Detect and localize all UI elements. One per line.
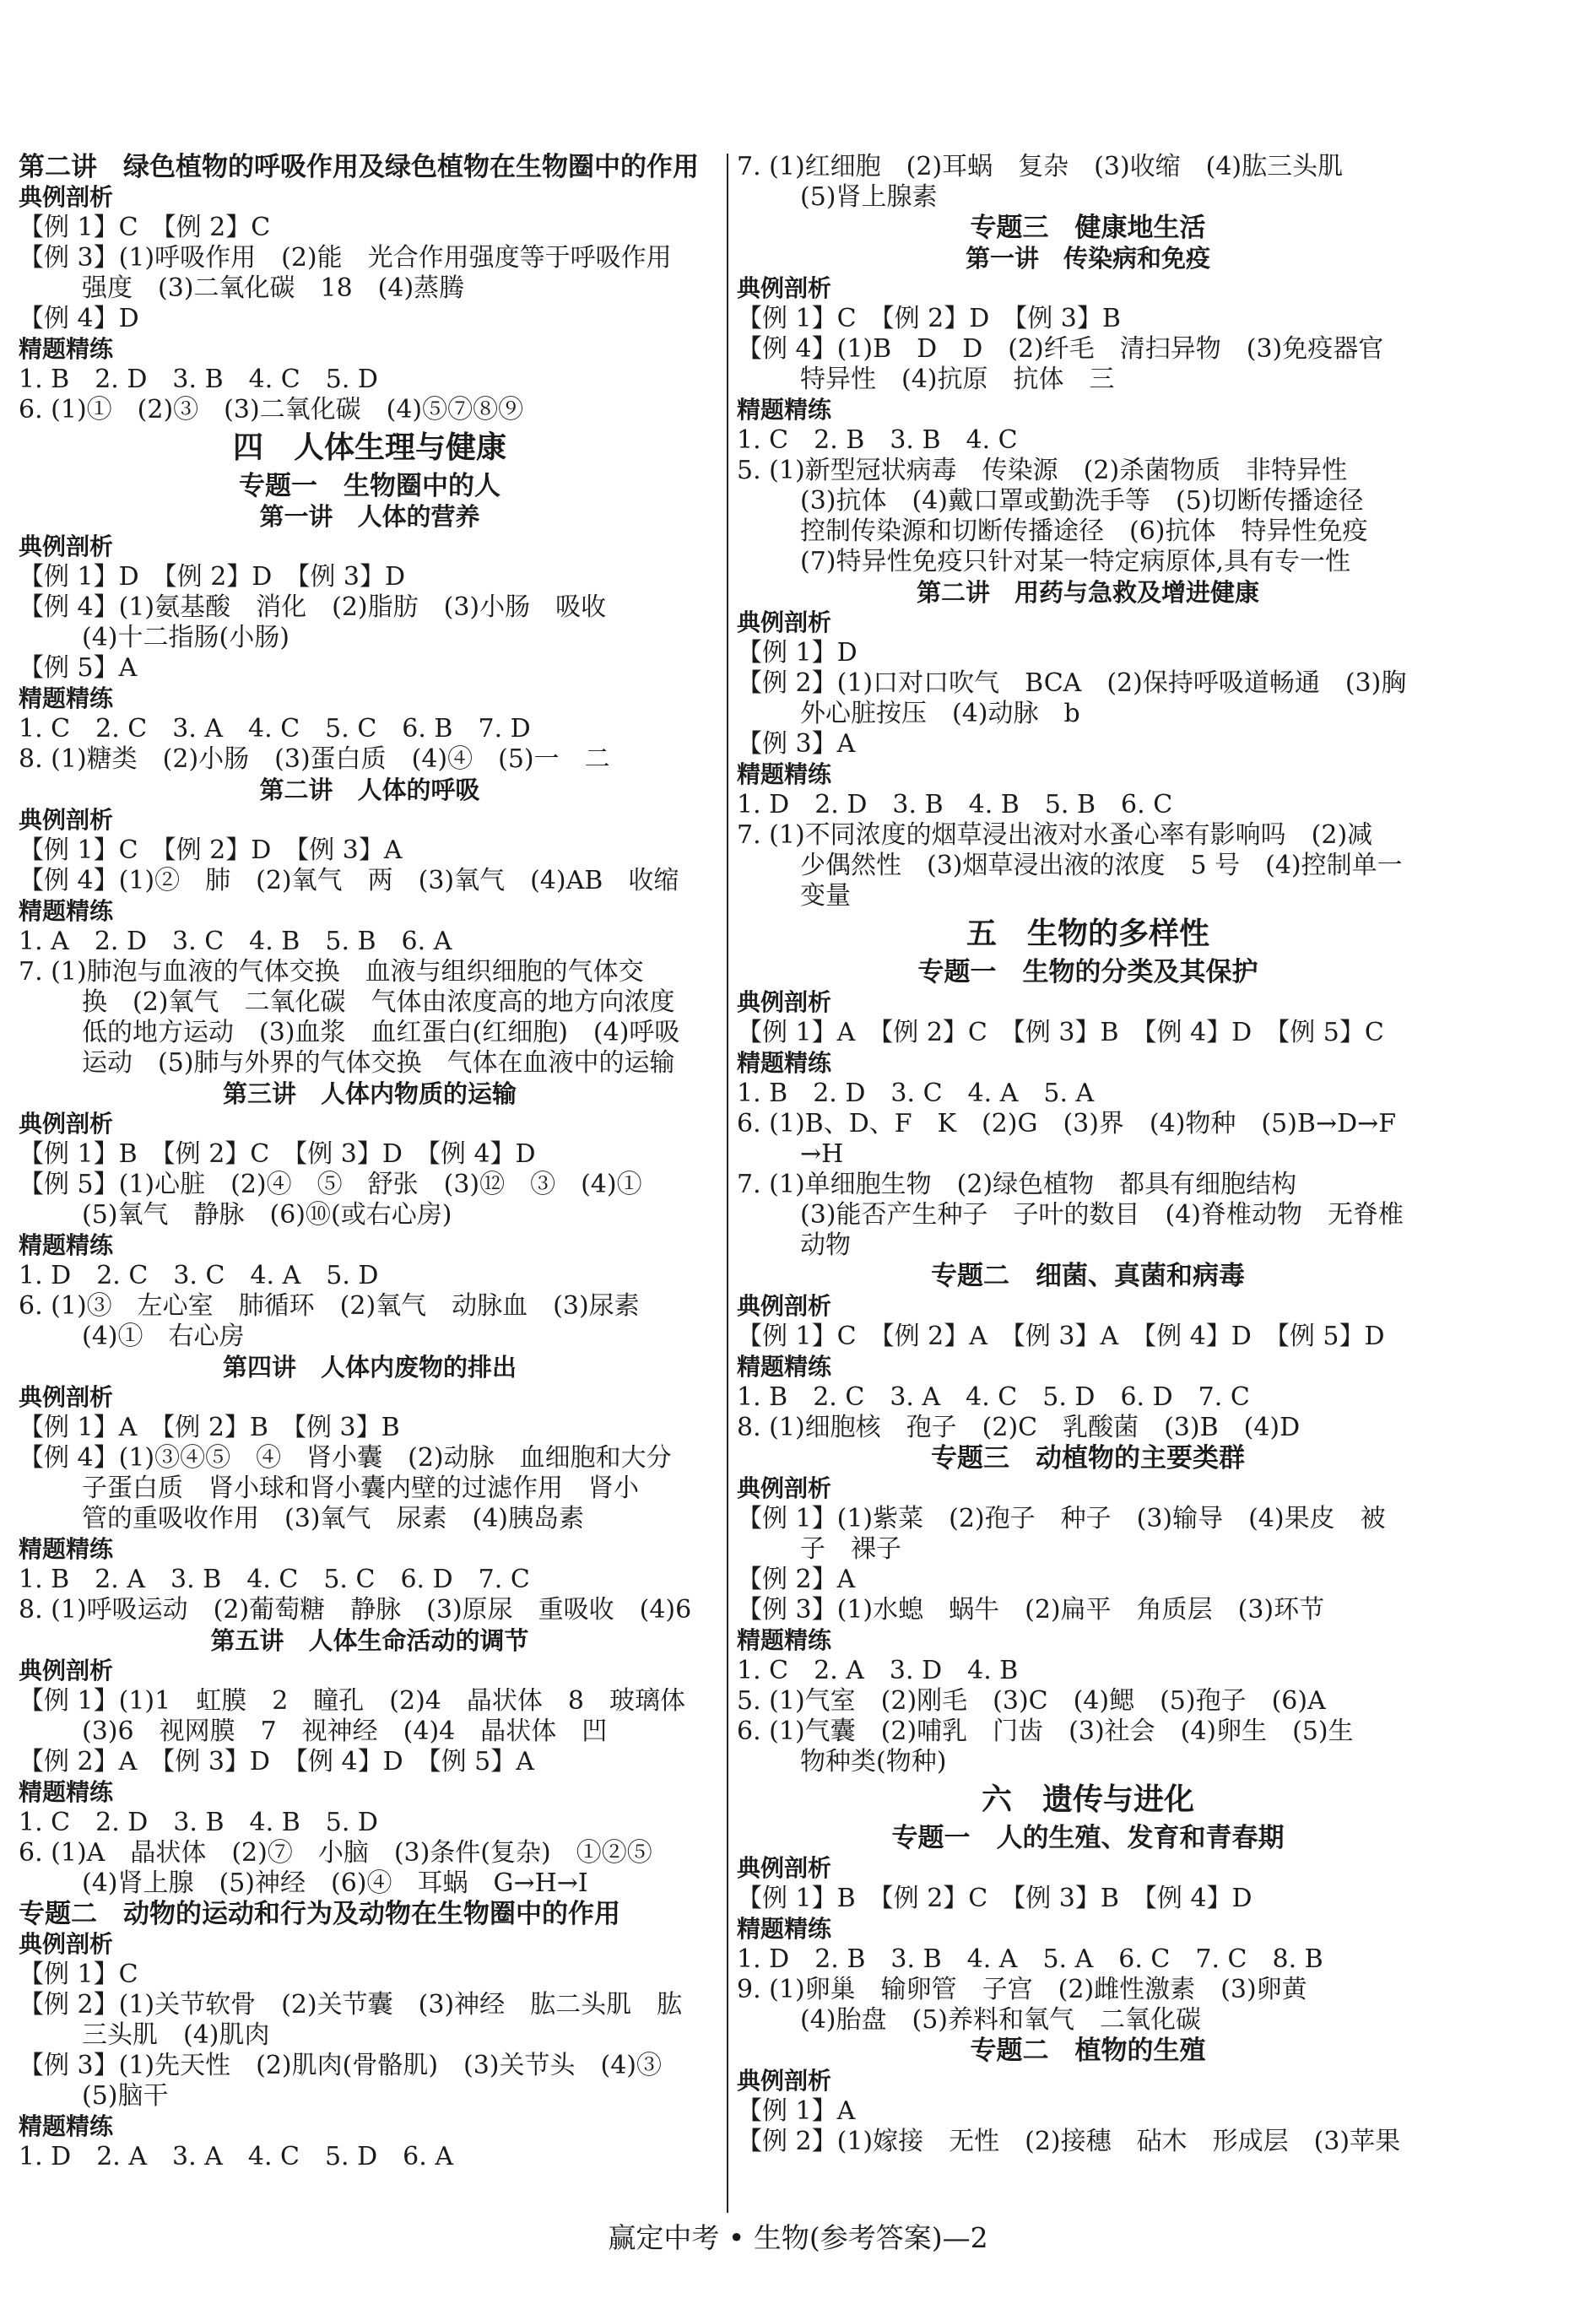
topic-heading: 专题一 生物圈中的人 [239,471,500,501]
part-title: 五 生物的多样性 [966,917,1209,951]
answer-line: 【例 1】C 【例 2】A 【例 3】A 【例 4】D 【例 5】D [737,1322,1385,1351]
answer-line: 6. (1)③ 左心室 肺循环 (2)氧气 动脉血 (3)尿素 [19,1291,640,1321]
topic-heading: 专题二 细菌、真菌和病毒 [931,1261,1245,1291]
answer-line: 5. (1)气室 (2)刚毛 (3)C (4)鳃 (5)孢子 (6)A [737,1686,1326,1716]
lecture-heading: 第四讲 人体内废物的排出 [222,1353,517,1382]
answer-line: 【例 1】C 【例 2】D 【例 3】A [19,835,403,865]
answer-line: 1. C 2. C 3. A 4. C 5. C 6. B 7. D [19,714,531,744]
answer-line: 【例 1】A 【例 2】B 【例 3】B [19,1413,400,1442]
answer-line: 1. B 2. A 3. B 4. C 5. C 6. D 7. C [19,1565,530,1594]
topic-heading: 专题二 植物的生殖 [970,2036,1206,2066]
answer-line: 1. C 2. B 3. B 4. C [737,425,1018,455]
subsection-label: 典例剖析 [737,1474,832,1502]
part-title: 六 遗传与进化 [981,1782,1194,1817]
answer-line: 7. (1)肺泡与血液的气体交换 血液与组织细胞的气体交 [19,957,644,987]
answer-line: 【例 2】(1)关节软骨 (2)关节囊 (3)神经 肱二头肌 肱 [19,1990,683,2020]
answer-line: 6. (1)B、D、F K (2)G (3)界 (4)物种 (5)B→D→F [737,1109,1397,1138]
subsection-label: 精题精练 [737,1626,832,1654]
answer-line: 1. D 2. C 3. C 4. A 5. D [19,1261,379,1290]
answer-continuation: (7)特异性免疫只针对某一特定病原体,具有专一性 [800,547,1351,576]
answer-line: 【例 1】A [737,2096,856,2126]
answer-continuation: 动物 [800,1230,851,1260]
answer-line: 【例 2】A 【例 3】D 【例 4】D 【例 5】A [19,1747,534,1776]
lecture-heading: 第三讲 人体内物质的运输 [222,1079,517,1108]
answer-line: 5. (1)新型冠状病毒 传染源 (2)杀菌物质 非特异性 [737,456,1348,485]
section-heading: 专题二 动物的运动和行为及动物在生物圈中的作用 [19,1899,620,1929]
answer-continuation: 少偶然性 (3)烟草浸出液的浓度 5 号 (4)控制单一 [800,851,1403,880]
section-heading: 第二讲 绿色植物的呼吸作用及绿色植物在生物圈中的作用 [19,152,699,182]
answer-continuation: (3)6 视网膜 7 视神经 (4)4 晶状体 凹 [82,1717,608,1746]
answer-line: 1. D 2. A 3. A 4. C 5. D 6. A [19,2142,454,2171]
subsection-label: 典例剖析 [737,608,832,636]
answer-continuation: (4)十二指肠(小肠) [82,623,289,652]
answer-continuation: 特异性 (4)抗原 抗体 三 [800,365,1115,394]
answer-continuation: 子蛋白质 肾小球和肾小囊内壁的过滤作用 肾小 [82,1474,639,1503]
answer-line: 1. B 2. D 3. B 4. C 5. D [19,365,378,394]
topic-heading: 专题一 人的生殖、发育和青春期 [891,1823,1285,1853]
answer-continuation: 物种类(物种) [800,1747,947,1776]
subsection-label: 典例剖析 [19,1930,114,1958]
subsection-label: 典例剖析 [19,1110,114,1138]
subsection-label: 典例剖析 [19,183,114,211]
answer-continuation: 变量 [800,881,851,911]
answer-line: 1. B 2. D 3. C 4. A 5. A [737,1079,1095,1108]
answer-continuation: (3)抗体 (4)戴口罩或勤洗手等 (5)切断传播途径 [800,486,1364,516]
lecture-heading: 第二讲 用药与急救及增进健康 [916,578,1259,607]
answer-line: 【例 2】(1)口对口吹气 BCA (2)保持呼吸道畅通 (3)胸 [737,668,1407,698]
answer-line: 6. (1)A 晶状体 (2)⑦ 小脑 (3)条件(复杂) ①②⑤ [19,1838,652,1868]
answer-line: 7. (1)不同浓度的烟草浸出液对水蚤心率有影响吗 (2)减 [737,820,1373,850]
answer-line: 6. (1)气囊 (2)哺乳 门齿 (3)社会 (4)卵生 (5)生 [737,1717,1354,1746]
answer-continuation: 低的地方运动 (3)血浆 血红蛋白(红细胞) (4)呼吸 [82,1018,680,1047]
answer-line: 【例 1】C 【例 2】C [19,213,271,242]
subsection-label: 精题精练 [737,1353,832,1381]
subsection-label: 精题精练 [737,1915,832,1943]
answer-line: 【例 3】(1)先天性 (2)肌肉(骨骼肌) (3)关节头 (4)③ [19,2051,663,2080]
subsection-label: 精题精练 [19,684,114,712]
subsection-label: 典例剖析 [19,1657,114,1684]
answer-continuation: →H [800,1139,844,1169]
lecture-heading: 第一讲 传染病和免疫 [965,244,1210,273]
page-footer: 赢定中考 • 生物(参考答案)—2 [608,2221,988,2254]
subsection-label: 精题精练 [737,396,832,424]
answer-line: 【例 1】B 【例 2】C 【例 3】D 【例 4】D [19,1139,536,1169]
answer-continuation: 控制传染源和切断传播途径 (6)抗体 特异性免疫 [800,516,1368,546]
subsection-label: 精题精练 [19,2112,114,2140]
subsection-label: 精题精练 [737,1049,832,1077]
subsection-label: 典例剖析 [737,274,832,302]
answer-line: 【例 4】(1)B D D (2)纤毛 清扫异物 (3)免疫器官 [737,334,1384,364]
subsection-label: 典例剖析 [737,988,832,1016]
answer-line: 【例 2】(1)嫁接 无性 (2)接穗 砧木 形成层 (3)苹果 [737,2127,1401,2156]
topic-heading: 专题三 动植物的主要类群 [931,1443,1245,1474]
subsection-label: 典例剖析 [737,1292,832,1320]
answer-continuation: (4)胎盘 (5)养料和氧气 二氧化碳 [800,2005,1201,2035]
answer-line: 【例 4】(1)③④⑤ ④ 肾小囊 (2)动脉 血细胞和大分 [19,1443,672,1473]
answer-line: 1. A 2. D 3. C 4. B 5. B 6. A [19,927,452,956]
answer-line: 9. (1)卵巢 输卵管 子宫 (2)雌性激素 (3)卵黄 [737,1975,1307,2004]
answer-continuation: (4)肾上腺 (5)神经 (6)④ 耳蜗 G→H→I [82,1868,588,1898]
right-column [737,152,1439,2157]
answer-line: 【例 1】(1)1 虹膜 2 瞳孔 (2)4 晶状体 8 玻璃体 [19,1686,685,1716]
answer-line: 【例 1】(1)紫菜 (2)孢子 种子 (3)输导 (4)果皮 被 [737,1504,1386,1533]
subsection-label: 精题精练 [19,1231,114,1259]
answer-line: 【例 3】(1)水螅 蜗牛 (2)扁平 角质层 (3)环节 [737,1595,1325,1625]
answer-line: 【例 5】A [19,653,138,683]
answer-line: 【例 1】C 【例 2】D 【例 3】B [737,304,1121,333]
answer-continuation: (5)肾上腺素 [800,182,938,212]
answer-continuation: 外心脏按压 (4)动脉 b [800,699,1080,728]
answer-line: 【例 2】A [737,1565,856,1594]
answer-line: 6. (1)① (2)③ (3)二氧化碳 (4)⑤⑦⑧⑨ [19,395,524,424]
answer-continuation: (4)① 右心房 [82,1322,245,1351]
subsection-label: 精题精练 [19,897,114,925]
answer-line: 【例 1】D [737,638,858,668]
answer-continuation: 管的重吸收作用 (3)氧气 尿素 (4)胰岛素 [82,1504,584,1533]
answer-line: 【例 1】C [19,1960,138,1989]
answer-line: 8. (1)糖类 (2)小肠 (3)蛋白质 (4)④ (5)一 二 [19,744,610,774]
answer-line: 1. D 2. D 3. B 4. B 5. B 6. C [737,790,1173,819]
topic-heading: 专题一 生物的分类及其保护 [917,957,1258,987]
answer-line: 【例 4】(1)氨基酸 消化 (2)脂肪 (3)小肠 吸收 [19,592,607,622]
answer-continuation: (5)脑干 [82,2081,169,2111]
answer-line: 8. (1)呼吸运动 (2)葡萄糖 静脉 (3)原尿 重吸收 (4)6 [19,1595,692,1625]
answer-line: 【例 1】A 【例 2】C 【例 3】B 【例 4】D 【例 5】C [737,1018,1384,1047]
subsection-label: 典例剖析 [737,1854,832,1882]
answer-line: 【例 5】(1)心脏 (2)④ ⑤ 舒张 (3)⑫ ③ (4)① [19,1170,642,1199]
answer-line: 【例 1】D 【例 2】D 【例 3】D [19,562,406,592]
answer-line: 【例 3】A [737,729,856,759]
answer-line: 【例 1】B 【例 2】C 【例 3】B 【例 4】D [737,1884,1252,1913]
lecture-heading: 第五讲 人体生命活动的调节 [210,1626,529,1655]
topic-heading: 专题三 健康地生活 [970,213,1206,243]
answer-line: 1. B 2. C 3. A 4. C 5. D 6. D 7. C [737,1382,1250,1412]
subsection-label: 精题精练 [19,335,114,363]
answer-line: 【例 3】(1)呼吸作用 (2)能 光合作用强度等于呼吸作用 [19,243,672,273]
part-title: 四 人体生理与健康 [232,430,506,465]
subsection-label: 精题精练 [19,1535,114,1563]
subsection-label: 典例剖析 [19,533,114,560]
column-divider [727,154,728,2213]
answer-continuation: 强度 (3)二氧化碳 18 (4)蒸腾 [82,273,465,303]
answer-line: 1. C 2. D 3. B 4. B 5. D [19,1808,378,1837]
answer-continuation: 运动 (5)肺与外界的气体交换 气体在血液中的运输 [82,1048,675,1078]
lecture-heading: 第二讲 人体的呼吸 [259,776,480,804]
answer-line: 【例 4】D [19,304,139,333]
subsection-label: 典例剖析 [737,2067,832,2095]
answer-line: 7. (1)红细胞 (2)耳蜗 复杂 (3)收缩 (4)肱三头肌 [737,152,1344,181]
answer-line: 8. (1)细胞核 孢子 (2)C 乳酸菌 (3)B (4)D [737,1413,1301,1442]
subsection-label: 精题精练 [19,1778,114,1806]
lecture-heading: 第一讲 人体的营养 [259,502,480,531]
left-column [19,152,721,2172]
answer-line: 7. (1)单细胞生物 (2)绿色植物 都具有细胞结构 [737,1170,1297,1199]
answer-line: 【例 4】(1)② 肺 (2)氧气 两 (3)氧气 (4)AB 收缩 [19,866,679,895]
subsection-label: 精题精练 [737,760,832,788]
answer-line: 1. C 2. A 3. D 4. B [737,1656,1019,1685]
answer-line: 1. D 2. B 3. B 4. A 5. A 6. C 7. C 8. B [737,1944,1323,1974]
answer-continuation: 三头肌 (4)肌肉 [82,2020,270,2050]
subsection-label: 典例剖析 [19,806,114,834]
answer-continuation: (3)能否产生种子 子叶的数目 (4)脊椎动物 无脊椎 [800,1200,1404,1230]
answer-continuation: 换 (2)氧气 二氧化碳 气体由浓度高的地方向浓度 [82,987,675,1017]
answer-continuation: 子 裸子 [800,1534,901,1564]
subsection-label: 典例剖析 [19,1383,114,1411]
answer-continuation: (5)氧气 静脉 (6)⑩(或右心房) [82,1200,452,1230]
